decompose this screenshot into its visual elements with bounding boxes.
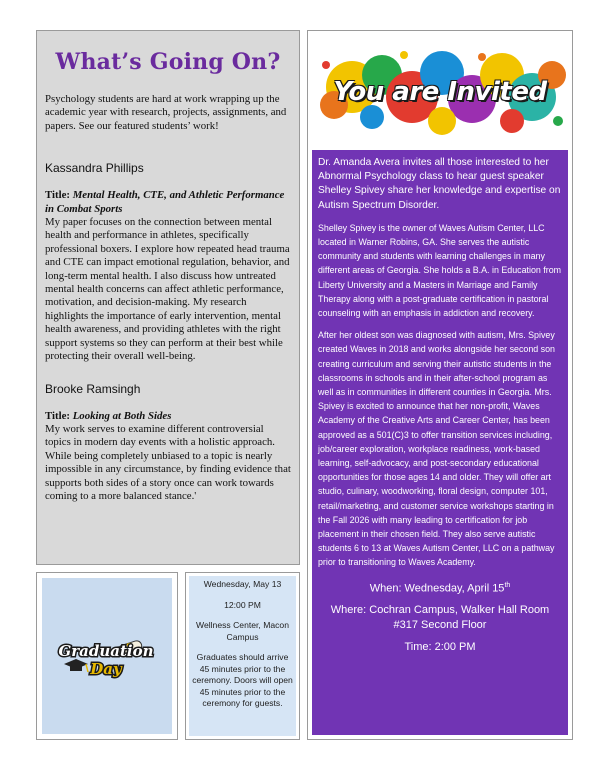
waves-background: After her oldest son was diagnosed with autism, Mrs. Spivey created Waves in 2018 and works alongside her second son creating curriculum and serving their autistic students in the classrooms in schools and in their after-school program as well as in communities in different counties in Georgia. Mrs. Spivey is excited to announce that her non-profit, Waves Academy of the Creative Arts and Career Center, has been approved as a 501(C)3 to offer transition services including, job/career exploration, workplace readiness, work-based learning, self-advocacy, and post-secondary educational opportunities for those ages 14 and older. They will offer art studio, culinary, woodworking, floral design, computer 101, retail/marketing, and customer service workshops starting in the Fall 2026 with many leading to certification for job placement in their chosen field. They also serve autistic students 6 to 13 at Waves Autism Center, LLC on a pathway prior to transitioning to Waves Academy. <box>318 330 555 568</box>
title-text: Mental Health, CTE, and Athletic Performance in Combat Sports <box>45 189 285 215</box>
ceremony-location: Wellness Center, Macon Campus <box>196 620 289 642</box>
paper-summary: My work serves to examine different controversial topics in modern day events with a holistic approach. While being completely unbiased to a topic is nearly impossible in any circumstance, by finding evidence that supports both sides of a story once can work towards coming to a more balanced stance.' <box>45 422 291 502</box>
paper-title <box>45 189 291 216</box>
panel-heading: What’s Going On? <box>55 49 281 75</box>
event-when-text: When: Wednesday, April 15 <box>369 582 505 595</box>
graduation-day-logo <box>42 578 172 734</box>
title-label: Title: <box>45 409 70 422</box>
event-time: Time: 2:00 PM <box>404 640 476 653</box>
event-details <box>318 578 562 656</box>
graduation-image-frame <box>36 572 178 740</box>
event-when-suffix: th <box>504 581 511 589</box>
student-name: Kassandra Phillips <box>45 161 144 176</box>
invite-banner-text: You are Invited <box>333 77 547 107</box>
invitation-panel <box>312 35 568 735</box>
graduation-info <box>189 576 296 736</box>
event-where: Where: Cochran Campus, Walker Hall Room #317 Second Floor <box>330 603 550 632</box>
arrival-note: Graduates should arrive 45 minutes prior to the ceremony. Doors will open 45 minutes prior to the ceremony for guests. <box>192 652 293 708</box>
whats-going-on-panel <box>36 30 300 565</box>
invitation-lead: Dr. Amanda Avera invites all those interested to her Abnormal Psychology class to hear guest speaker Shelley Spivey share her knowledge and expertise on Autism Spectrum Disorder. <box>318 157 561 211</box>
invitation-frame <box>307 30 573 740</box>
paper-summary: My paper focuses on the connection between mental health and performance in athletes, specifically professional boxers. I explore how repeated head trauma and CTE can impact emotional regulation, behavior, and long-term mental health. I also discuss how untreated mental health concerns can affect athletic performance, motivation, and decision-making. My research highlights the importance of early intervention, mental health awareness, and providing athletes with the right support systems so they can perform at their best while protecting their overall well-being. <box>45 216 290 363</box>
student-feature <box>45 161 291 363</box>
graduation-info-frame <box>185 572 300 740</box>
graduation-logo-graphic <box>42 578 172 734</box>
title-text: Looking at Both Sides <box>72 409 172 422</box>
paper-title <box>45 410 291 423</box>
ceremony-time: 12:00 PM <box>224 599 261 610</box>
logo-word-graduation: Graduation <box>58 642 154 660</box>
ceremony-date: Wednesday, May 13 <box>203 579 282 589</box>
you-are-invited-banner <box>312 35 568 150</box>
event-when <box>318 578 562 597</box>
logo-word-day: Day <box>90 660 122 678</box>
intro-text: Psychology students are hard at work wrapping up the academic year with research, projects, assignments, and papers. See our featured students’ work! <box>45 93 287 132</box>
student-feature <box>45 382 291 504</box>
title-label: Title: <box>45 189 70 202</box>
invitation-body <box>312 150 568 655</box>
speaker-bio: Shelley Spivey is the owner of Waves Autism Center, LLC located in Warner Robins, GA. She serves the autistic community and students with learning challenges in many different areas of Georgia. She holds a B.A. in Education from Liberty University and a Masters in Marriage and Family Therapy along with a post-graduate certification in pastoral counseling with an emphasis in addiction and recovery. <box>318 222 562 319</box>
student-name: Brooke Ramsingh <box>45 381 141 396</box>
